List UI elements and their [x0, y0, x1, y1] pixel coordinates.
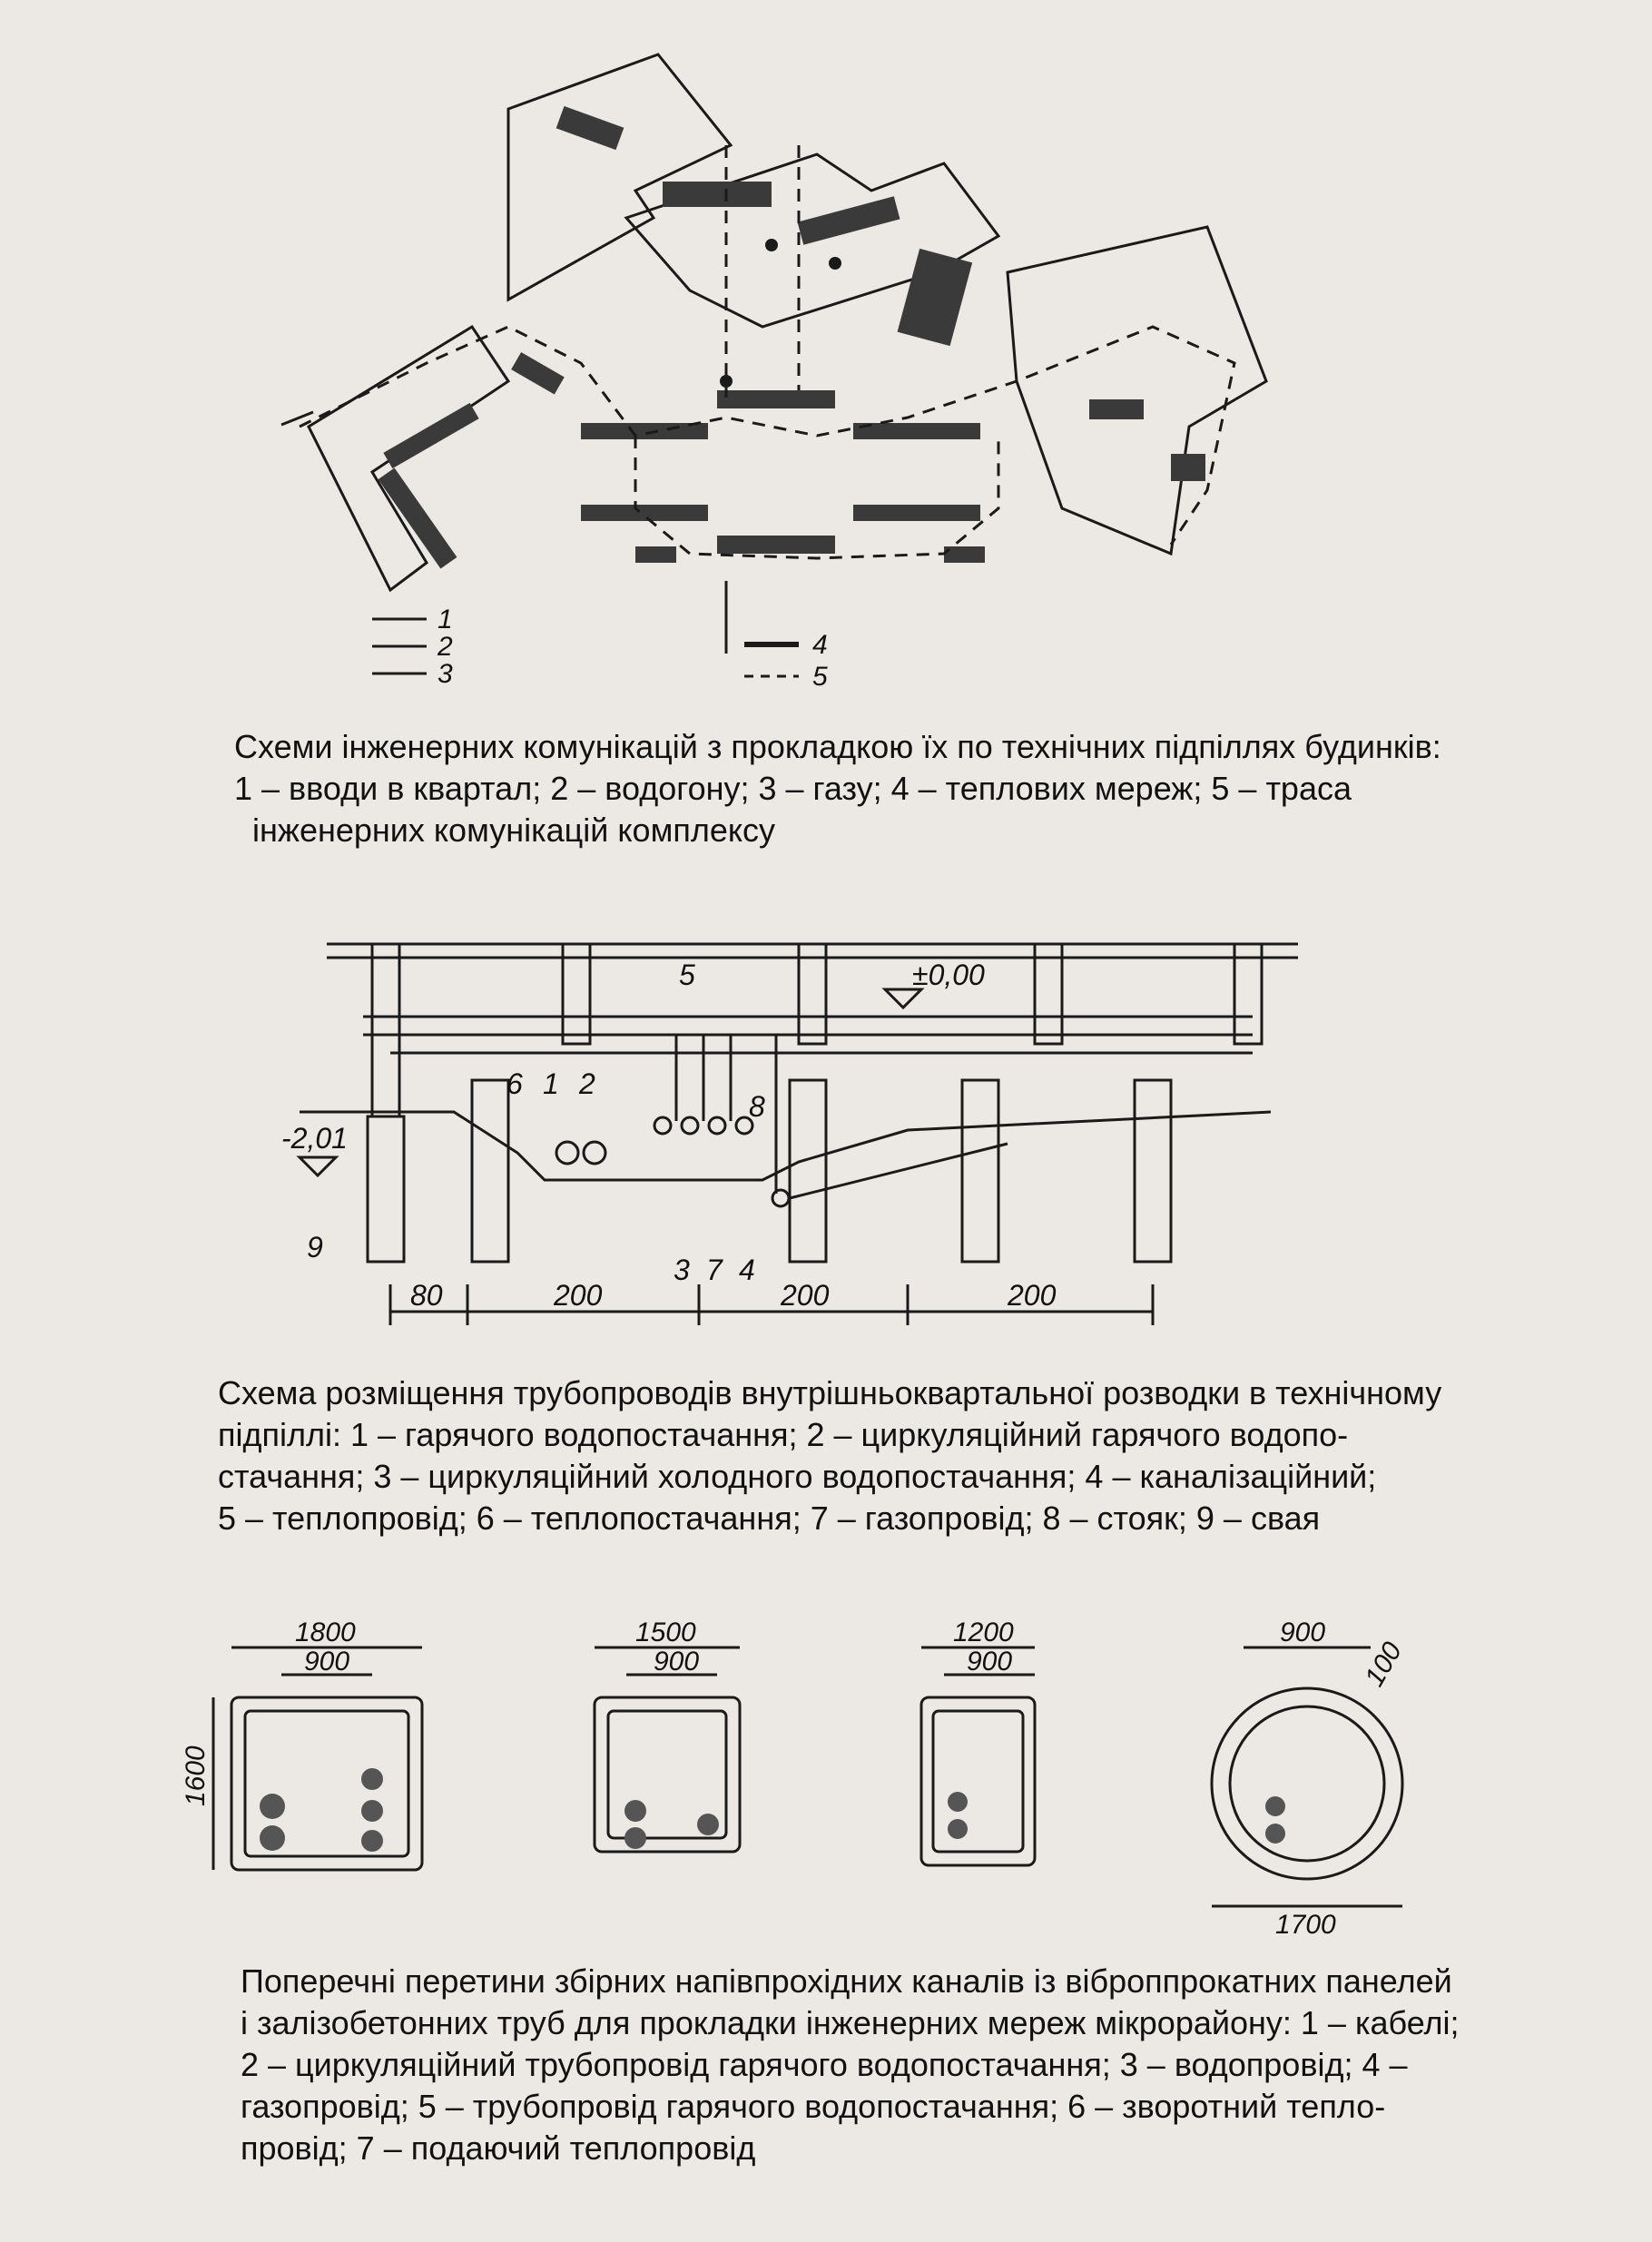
channel-section-c [921, 1697, 1035, 1865]
figure-3-caption [241, 1961, 1460, 2169]
level-bottom-label: -2,01 [281, 1122, 348, 1155]
hatched-block [379, 468, 457, 569]
caption-line: 5 – теплопровід; 6 – теплопостачання; 7 – газопровід; 8 – стояк; 9 – свая [218, 1500, 1321, 1537]
channel-section-d [1212, 1688, 1402, 1879]
callout-label: 2 [579, 1067, 595, 1100]
channel-inner-c [933, 1711, 1023, 1852]
pipe [624, 1827, 646, 1849]
legend-label: 4 [812, 630, 828, 660]
dim-label: 80 [410, 1279, 443, 1312]
hatched-block [717, 390, 835, 408]
junction-node [720, 375, 733, 388]
callout-label: 9 [307, 1231, 323, 1264]
junction-node [765, 239, 778, 251]
hatched-block [853, 423, 980, 439]
caption-line: 2 – циркуляційний трубопровід гарячого водопостачання; 3 – водопровід; 4 – [241, 2046, 1408, 2083]
pipe [1265, 1824, 1285, 1844]
hatched-block [635, 546, 676, 563]
channel-section-a [231, 1697, 422, 1870]
pipe [697, 1814, 719, 1835]
dim-label: 1500 [635, 1618, 696, 1647]
caption-line: Поперечні перетини збірних напівпрохідних каналів із віброппрокатних панелей [241, 1962, 1452, 2000]
dim-label: 900 [1280, 1618, 1326, 1647]
dim-label: 100 [1359, 1637, 1409, 1692]
pipe [260, 1825, 285, 1851]
level-marker [300, 1157, 336, 1175]
hatched-block [511, 352, 565, 395]
pile [368, 1116, 404, 1262]
legend-label: 2 [438, 632, 453, 662]
dim-label: 900 [304, 1647, 350, 1677]
pile [472, 1080, 508, 1262]
pipe [361, 1800, 383, 1822]
dim-label: 200 [781, 1279, 830, 1312]
pipe [1265, 1796, 1285, 1816]
hatched-block [1089, 399, 1144, 419]
figure-1-caption [234, 726, 1441, 851]
building-outline [1008, 227, 1266, 554]
callout-label: 1 [543, 1067, 559, 1100]
hatched-block [581, 505, 708, 521]
hatched-block [717, 536, 835, 554]
callout-label: 8 [749, 1090, 765, 1123]
channel-inner-d [1230, 1706, 1384, 1861]
pipe [361, 1830, 383, 1852]
hatched-block [944, 546, 985, 563]
junction-node [829, 257, 841, 270]
hatched-block [798, 196, 900, 245]
caption-line: і залізобетонних труб для прокладки інженерних мереж мікрорайону: 1 – кабелі; [241, 2004, 1460, 2041]
pipe [624, 1800, 646, 1822]
level-top-label: ±0,00 [912, 959, 985, 991]
column [372, 944, 399, 1116]
building-outline [508, 54, 731, 300]
pipe [654, 1117, 671, 1134]
ground-line [300, 1112, 1271, 1180]
legend-label: 5 [812, 662, 828, 692]
callout-label: 5 [679, 959, 695, 991]
caption-line: підпіллі: 1 – гарячого водопостачання; 2 – циркуляційний гарячого водопо- [218, 1416, 1349, 1453]
pipe [584, 1142, 605, 1164]
caption-line: провід; 7 – подаючий теплопровід [241, 2129, 756, 2167]
pipe [361, 1768, 383, 1790]
caption-line: інженерних комунікацій комплексу [252, 811, 775, 849]
sewer-pipe [790, 1144, 1008, 1198]
hatched-block [663, 182, 772, 207]
level-marker [885, 989, 921, 1008]
callout-label: 7 [706, 1254, 723, 1286]
pile [962, 1080, 998, 1262]
dim-label: 1800 [295, 1618, 356, 1647]
hatched-block [853, 505, 980, 521]
caption-line: 1 – вводи в квартал; 2 – водогону; 3 – газу; 4 – теплових мереж; 5 – траса [234, 770, 1352, 807]
dim-label: 900 [654, 1647, 700, 1677]
legend-label: 1 [438, 605, 453, 634]
pile [790, 1080, 826, 1262]
dim-label: 200 [1008, 1279, 1057, 1312]
legend-label: 3 [438, 659, 453, 689]
dim-label: 200 [554, 1279, 603, 1312]
hatched-block [383, 403, 478, 468]
caption-line: Схеми інженерних комунікацій з прокладкою їх по технічних підпіллях будинків: [234, 728, 1441, 765]
pipe [948, 1819, 968, 1839]
dim-label: 1600 [181, 1745, 211, 1806]
pipe [948, 1792, 968, 1812]
dim-label: 1700 [1275, 1910, 1336, 1940]
pipe [556, 1142, 578, 1164]
figure-2-caption [218, 1372, 1441, 1539]
pile [1135, 1080, 1171, 1262]
pipe [682, 1117, 698, 1134]
hatched-block [556, 106, 624, 150]
caption-line: стачання; 3 – циркуляційний холодного водопостачання; 4 – каналізаційний; [218, 1458, 1377, 1495]
caption-line: газопровід; 5 – трубопровід гарячого водопостачання; 6 – зворотний тепло- [241, 2088, 1386, 2125]
hatched-block [1171, 454, 1205, 481]
dim-label: 900 [967, 1647, 1013, 1677]
callout-label: 4 [739, 1254, 755, 1286]
caption-line: Схема розміщення трубопроводів внутрішньоквартальної розводки в технічному [218, 1374, 1442, 1411]
callout-label: 3 [674, 1254, 690, 1286]
callout-label: 6 [506, 1067, 523, 1100]
pipe [260, 1794, 285, 1819]
pipe [709, 1117, 725, 1134]
hatched-block [898, 249, 973, 346]
dim-label: 1200 [953, 1618, 1014, 1647]
